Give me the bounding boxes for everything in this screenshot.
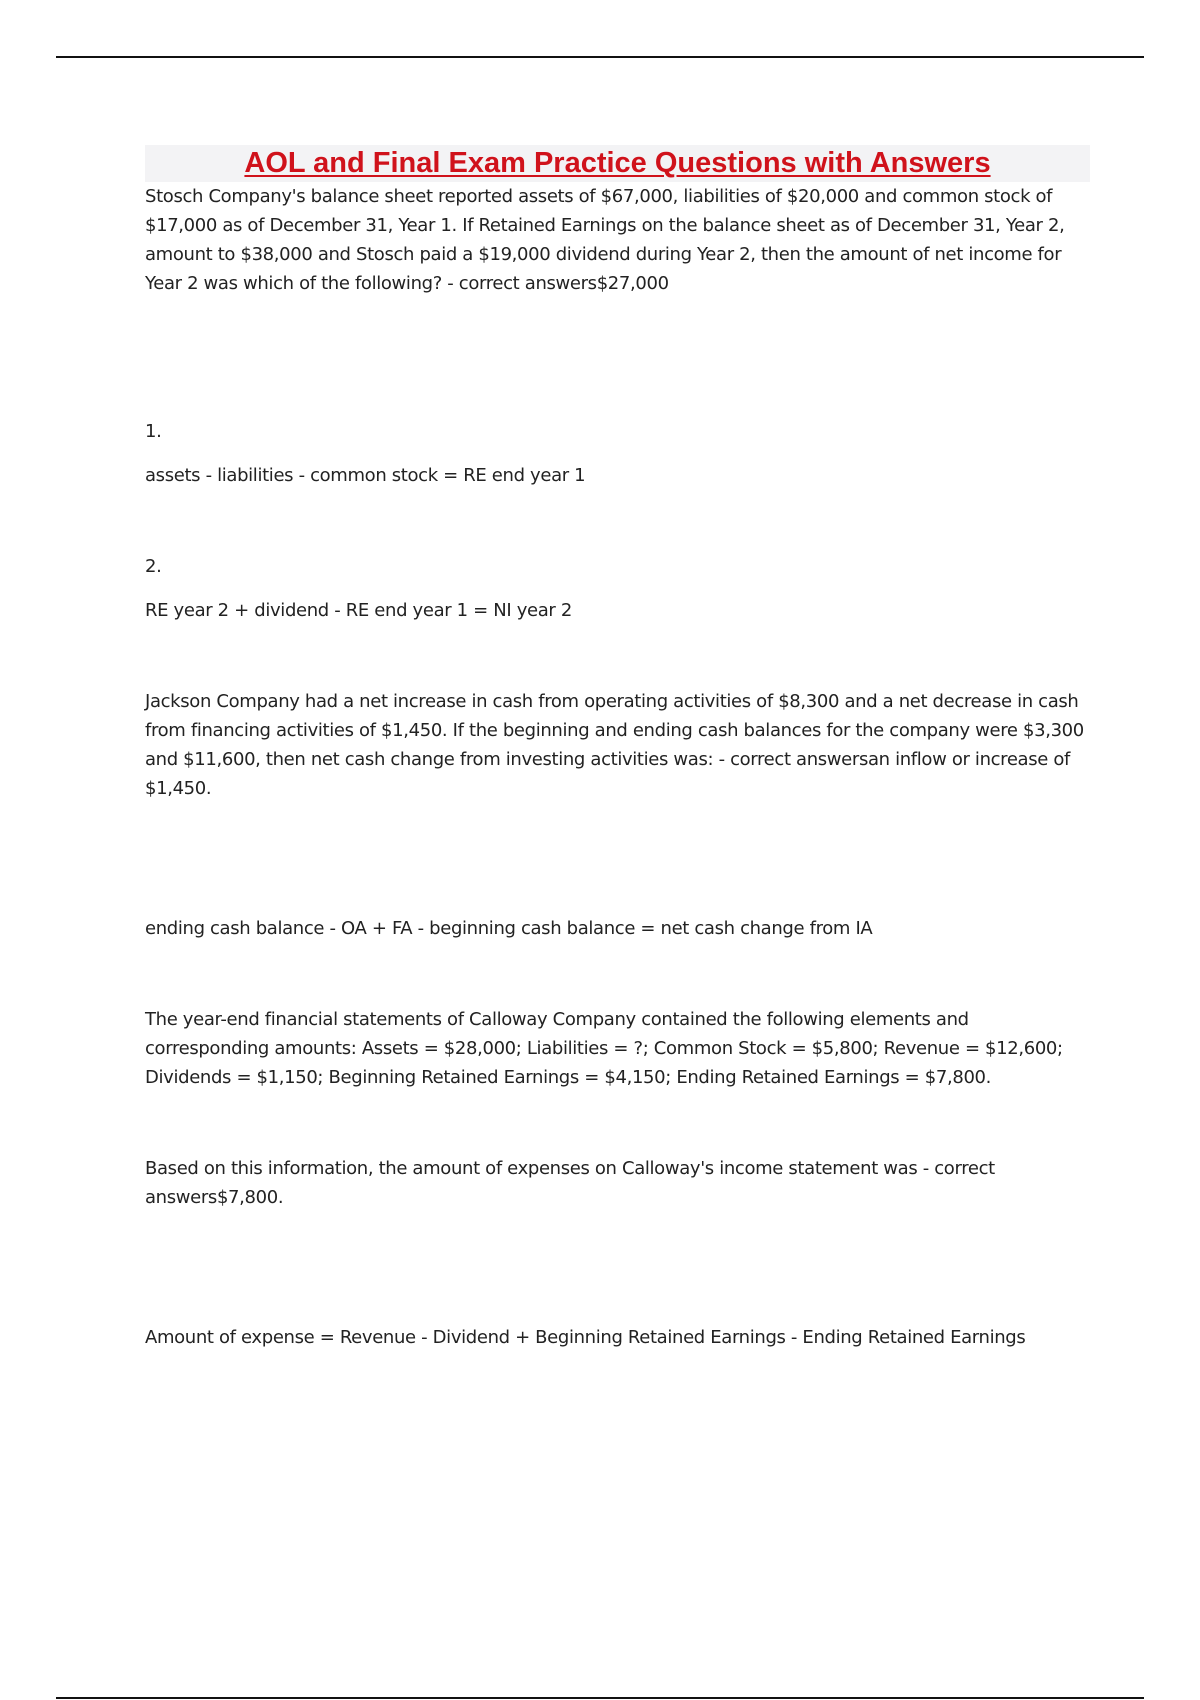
document-body [145,145,1090,1352]
question-2-formula: ending cash balance - OA + FA - beginning cash balance = net cash change from IA [145,918,873,939]
step-2-formula: RE year 2 + dividend - RE end year 1 = NI year 2 [145,600,572,621]
step-1-number: 1. [145,421,162,442]
question-2-paragraph: Jackson Company had a net increase in cash from operating activities of $8,300 and a net decrease in cash from financing activities of $1,450. If the beginning and ending cash balances for the company were $3,300 and $11,600, then net cash change from investing activities was: - correct answersan inflow or increase of $1,450. [145,691,1084,799]
step-1-formula: assets - liabilities - common stock = RE end year 1 [145,465,586,486]
document-title: AOL and Final Exam Practice Questions with Answers [244,147,991,179]
question-3-formula: Amount of expense = Revenue - Dividend + Beginning Retained Earnings - Ending Retained Earnings [145,1327,1026,1348]
bottom-rule [56,1697,1144,1699]
title-bar [145,145,1090,182]
question-3-answer: Based on this information, the amount of expenses on Calloway's income statement was - correct answers$7,800. [145,1158,995,1208]
question-3-paragraph: The year-end financial statements of Calloway Company contained the following elements and corresponding amounts: Assets = $28,000; Liabilities = ?; Common Stock = $5,800; Revenue = $12,600; Dividends = $1,150; Beginning Retained Earnings = $4,150; Ending Retained Earnings = $7,800. [145,1009,1063,1088]
top-rule [56,56,1144,58]
step-2-number: 2. [145,556,162,577]
question-1-paragraph: Stosch Company's balance sheet reported assets of $67,000, liabilities of $20,000 and common stock of $17,000 as of December 31, Year 1. If Retained Earnings on the balance sheet as of December 31, Year 2, amount to $38,000 and Stosch paid a $19,000 dividend during Year 2, then the amount of net income for Year 2 was which of the following? - correct answers$27,000 [145,186,1065,294]
